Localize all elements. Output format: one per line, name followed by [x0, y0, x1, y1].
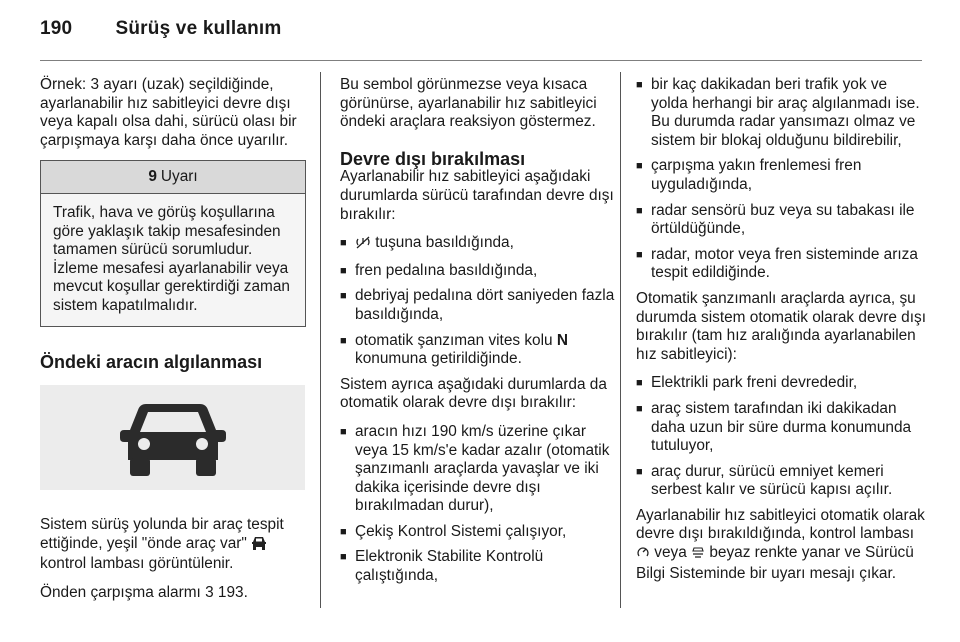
- list-item: ■ fren pedalına basıldığında,: [340, 262, 615, 281]
- warning-icon: 9: [148, 168, 157, 186]
- list-item: ■ Elektrikli park freni devrededir,: [636, 374, 926, 393]
- indicator-paragraph: Ayarlanabilir hız sabitleyici otomatik olarak devre dışı bırakıldığında, kontrol lambası veya beyaz renkte yanar ve Sürücü Bilgi Sisteminde bir uyarı mesajı çıkar.: [636, 506, 925, 582]
- list-item: ■ tuşuna basıldığında,: [340, 234, 615, 255]
- list-item: ■ otomatik şanzıman vites kolu N konumuna getirildiğinde.: [340, 332, 615, 369]
- list-item: ■ radar sensörü buz veya su tabakası ile örtüldüğünde,: [636, 202, 926, 239]
- warning-header: [41, 161, 305, 194]
- cruise-cancel-icon: [355, 236, 371, 255]
- detection-paragraph: Sistem sürüş yolunda bir araç tespit ettiğinde, yeşil "önde araç var" kontrol lambası görüntülenir.: [40, 516, 284, 573]
- page-title: Sürüş ve kullanım: [115, 18, 282, 39]
- column-divider-2: [620, 72, 621, 608]
- list-item: ■ debriyaj pedalına dört saniyeden fazla basıldığında,: [340, 287, 615, 324]
- section-title: Öndeki aracın algılanması: [40, 351, 263, 372]
- automatic-transmission-list: [636, 374, 926, 500]
- list-item: ■ Çekiş Kontrol Sistemi çalışıyor,: [340, 523, 615, 542]
- condition-list: [636, 76, 926, 283]
- page-reference-icon: 3: [205, 583, 214, 601]
- vehicle-ahead-icon: [251, 536, 267, 556]
- page-number: 190: [40, 18, 73, 39]
- symbol-paragraph: Bu sembol görünmezse veya kısaca görünürse, ayarlanabilir hız sabitleyici öndeki araçlara reaksiyon göstermez.: [340, 76, 597, 131]
- deactivation-list: [340, 234, 615, 369]
- collision-alert-paragraph: Önden çarpışma alarmı 3 193.: [40, 583, 248, 601]
- list-item: ■ Elektronik Stabilite Kontrolü çalıştığında,: [340, 548, 615, 585]
- list-item: ■ araç durur, sürücü emniyet kemeri serbest kalır ve sürücü kapısı açılır.: [636, 463, 926, 500]
- list-item: ■ radar, motor veya fren sisteminde arıza tespit edildiğinde.: [636, 246, 926, 283]
- column-divider-1: [320, 72, 321, 608]
- cruise-control-icon: [636, 545, 650, 565]
- warning-body: [41, 194, 305, 326]
- list-item: ■ çarpışma yakın frenlemesi fren uyguladığında,: [636, 157, 926, 194]
- column-1: [40, 76, 306, 613]
- automatic-transmission-paragraph: Otomatik şanzımanlı araçlarda ayrıca, şu durumda sistem otomatik olarak devre dışı bırakılır (tam hız aralığında ayarlanabilen hız sabitleyici):: [636, 289, 926, 363]
- car-front-icon: [118, 398, 228, 478]
- list-item: ■ aracın hızı 190 km/s üzerine çıkar veya 15 km/s'e kadar azalır (otomatik şanzımanlı araçlarda yavaşlar ve iki dakika içerisinde devre dışı bırakılmadan durur),: [340, 423, 615, 516]
- header-divider: [40, 60, 922, 61]
- warning-text: Trafik, hava ve görüş koşullarına göre yaklaşık takip mesafesinden tamamen sürücü sorumludur. İzleme mesafesi ayarlanabilir veya mevcut koşullar gerektirdiği zaman sistem kapatılmalıdır.: [53, 203, 290, 314]
- warning-title: Uyarı: [160, 168, 198, 186]
- intro-paragraph: Örnek: 3 ayarı (uzak) seçildiğinde, ayarlanabilir hız sabitleyici devre dışı veya kapalı olsa dahi, sürücü olası bir çarpışmaya karşı daha önce uyarılır.: [40, 76, 297, 149]
- list-item: ■ araç sistem tarafından iki dakikadan daha uzun bir süre durma konumunda tutuluyor,: [636, 400, 926, 456]
- auto-deactivation-paragraph: Sistem ayrıca aşağıdaki durumlarda da otomatik olarak devre dışı bırakılır:: [340, 375, 607, 412]
- auto-deactivation-list: [340, 423, 615, 586]
- column-2: [340, 76, 615, 593]
- adaptive-cruise-icon: [691, 545, 705, 565]
- subsection-title: Devre dışı bırakılması: [340, 148, 526, 169]
- list-item: ■ bir kaç dakikadan beri trafik yok ve yolda herhangi bir araç algılanmadı ise. Bu durumda radar yansımazı olmaz ve sistem bir blokaj olduğunu bildirebilir,: [636, 76, 926, 150]
- page-header: [40, 18, 282, 40]
- column-3: [636, 76, 926, 593]
- deactivation-paragraph: Ayarlanabilir hız sabitleyici aşağıdaki durumlarda sürücü tarafından devre dışı bırakılır:: [340, 168, 614, 223]
- warning-box: [40, 160, 306, 326]
- car-front-figure: [40, 385, 305, 490]
- gear-position-label: N: [556, 331, 568, 349]
